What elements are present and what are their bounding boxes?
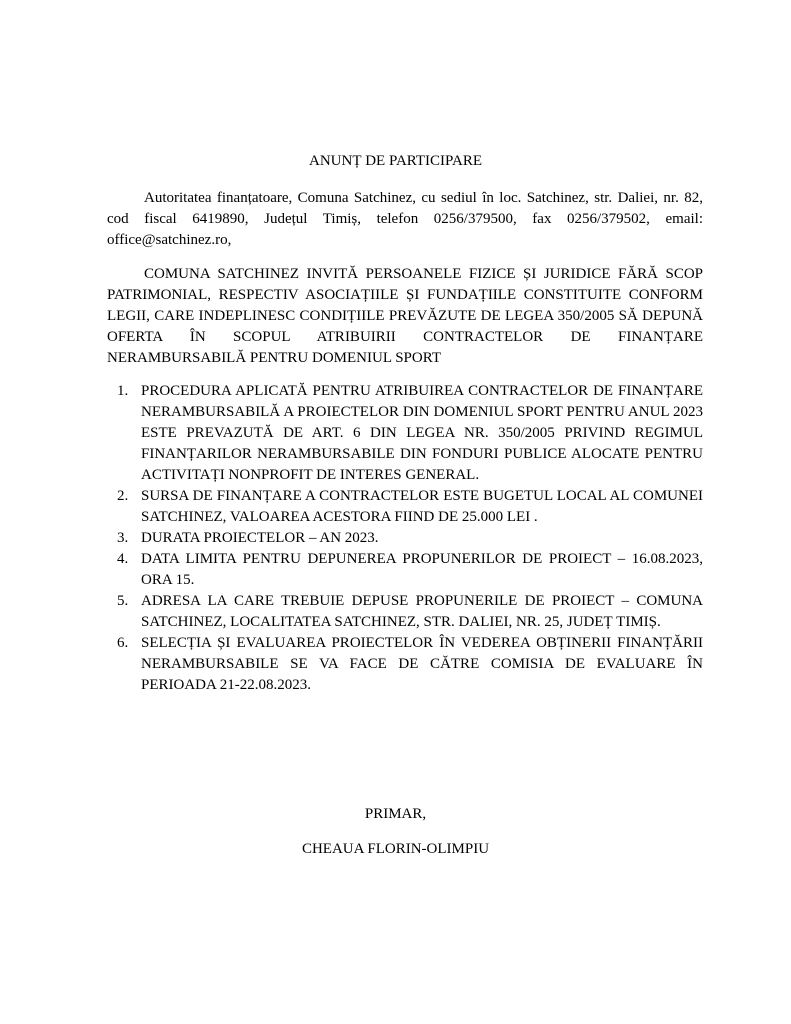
list-item — [107, 381, 703, 486]
list-item — [107, 486, 703, 528]
list-item-text: SELECȚIA ȘI EVALUAREA PROIECTELOR ÎN VEDEREA OBȚINERII FINANȚĂRII NERAMBURSABILE SE VA FACE DE CĂTRE COMISIA DE EVALUARE ÎN PERIOADA 21-22.08.2023. — [141, 635, 703, 693]
list-item-text: SURSA DE FINANȚARE A CONTRACTELOR ESTE BUGETUL LOCAL AL COMUNEI SATCHINEZ, VALOAREA ACESTORA FIIND DE 25.000 LEI . — [141, 488, 703, 525]
document-title: ANUNȚ DE PARTICIPARE — [308, 153, 482, 169]
list-item-number: 2. — [117, 488, 129, 504]
list-item-number: 1. — [117, 383, 129, 399]
intro-paragraph: Autoritatea finanțatoare, Comuna Satchinez, cu sediul în loc. Satchinez, str. Daliei, nr. 82, cod fiscal 6419890, Județul Timiș, telefon 0256/379500, fax 0256/379502, email: office@satchinez.ro, — [107, 190, 703, 248]
list-item-text: ADRESA LA CARE TREBUIE DEPUSE PROPUNERILE DE PROIECT – COMUNA SATCHINEZ, LOCALITATEA SATCHINEZ, STR. DALIEI, NR. 25, JUDEȚ TIMIȘ. — [141, 593, 703, 630]
list-item — [107, 549, 703, 591]
list-item-number: 3. — [117, 530, 129, 546]
list-item — [107, 591, 703, 633]
signature-name: CHEAUA FLORIN-OLIMPIU — [301, 841, 490, 857]
invitation-paragraph: COMUNA SATCHINEZ INVITĂ PERSOANELE FIZICE ȘI JURIDICE FĂRĂ SCOP PATRIMONIAL, RESPECTIV ASOCIAȚIILE ȘI FUNDAȚIILE CONSTITUITE CONFORM LEGII, CARE INDEPLINESC CONDIȚIILE PREVĂZUTE DE LEGEA 350/2005 SĂ DEPUNĂ OFERTA ÎN SCOPUL ATRIBUIRII CONTRACTELOR DE FINANȚARE NERAMBURSABILĂ PENTRU DOMENIUL SPORT — [107, 266, 703, 366]
list-item-number: 6. — [117, 635, 129, 651]
signature-title: PRIMAR, — [364, 806, 427, 822]
conditions-list — [107, 381, 703, 696]
list-item-text: DATA LIMITA PENTRU DEPUNEREA PROPUNERILOR DE PROIECT – 16.08.2023, ORA 15. — [141, 551, 703, 588]
list-item-number: 4. — [117, 551, 129, 567]
list-item-text: DURATA PROIECTELOR – AN 2023. — [141, 530, 379, 546]
list-item — [107, 633, 703, 696]
list-item — [107, 528, 703, 549]
list-item-text: PROCEDURA APLICATĂ PENTRU ATRIBUIREA CONTRACTELOR DE FINANȚARE NERAMBURSABILĂ A PROIECTELOR DIN DOMENIUL SPORT PENTRU ANUL 2023 ESTE PREVAZUTĂ DE ART. 6 DIN LEGEA NR. 350/2005 PRIVIND REGIMUL FINANȚARILOR NERAMBURSABILE DIN FONDURI PUBLICE ALOCATE PENTRU ACTIVITAȚI NONPROFIT DE INTERES GENERAL. — [141, 383, 703, 483]
list-item-number: 5. — [117, 593, 129, 609]
